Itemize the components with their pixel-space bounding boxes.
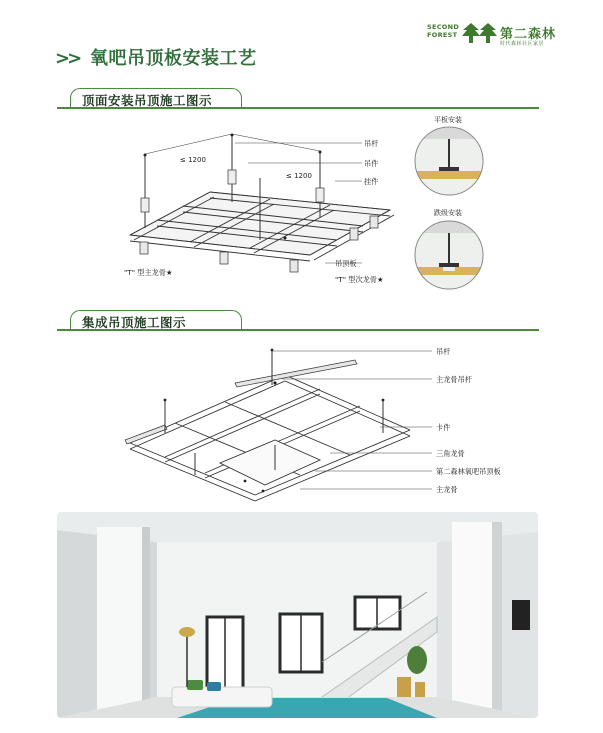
double-chevron-icon: >>	[55, 48, 80, 69]
label2-oxygen-board: 第二森林氧吧吊顶板	[436, 467, 501, 476]
section1-title: 顶面安装吊顶施工图示	[82, 93, 213, 108]
detail-step-caption: 跌级安装	[434, 209, 462, 217]
label-hanger-rod: 吊杆	[364, 139, 379, 148]
tree-logo-icon	[462, 22, 498, 44]
detail-step-install-icon	[413, 219, 485, 291]
label2-main-keel-hanger: 主龙骨吊杆	[436, 375, 472, 384]
label-hanger: 吊件	[364, 159, 379, 168]
label2-hanger-rod: 吊杆	[436, 347, 451, 356]
detail-flat-install-icon	[413, 125, 485, 197]
label-clip: 挂件	[364, 177, 379, 186]
brand-name-en-line2: FOREST	[427, 31, 458, 39]
dimension-label-1: ≤ 1200	[180, 156, 206, 164]
section2-title: 集成吊顶施工图示	[82, 315, 187, 330]
label-ceiling-board: 吊顶板	[335, 259, 357, 268]
brand-tagline: 时代森林社区家居	[500, 41, 545, 47]
page-title	[55, 44, 256, 70]
label2-clip: 卡件	[436, 423, 451, 432]
detail-flat-caption: 平板安装	[434, 116, 462, 124]
page-title-text: 氧吧吊顶板安装工艺	[89, 48, 257, 69]
interior-photo	[57, 512, 538, 718]
label-secondary-keel: "T" 型次龙骨★	[335, 275, 384, 284]
brand-name-en	[427, 23, 461, 39]
dimension-label-2: ≤ 1200	[286, 172, 312, 180]
brand-name-en-line1: SECOND	[427, 23, 460, 31]
label2-triangle-keel: 三角龙骨	[436, 449, 465, 458]
leader-lines-2	[270, 345, 440, 505]
label2-main-keel: 主龙骨	[436, 485, 458, 494]
brand-name-cn: 第二森林	[500, 27, 557, 42]
label-main-keel: "T" 型主龙骨★	[124, 268, 173, 277]
